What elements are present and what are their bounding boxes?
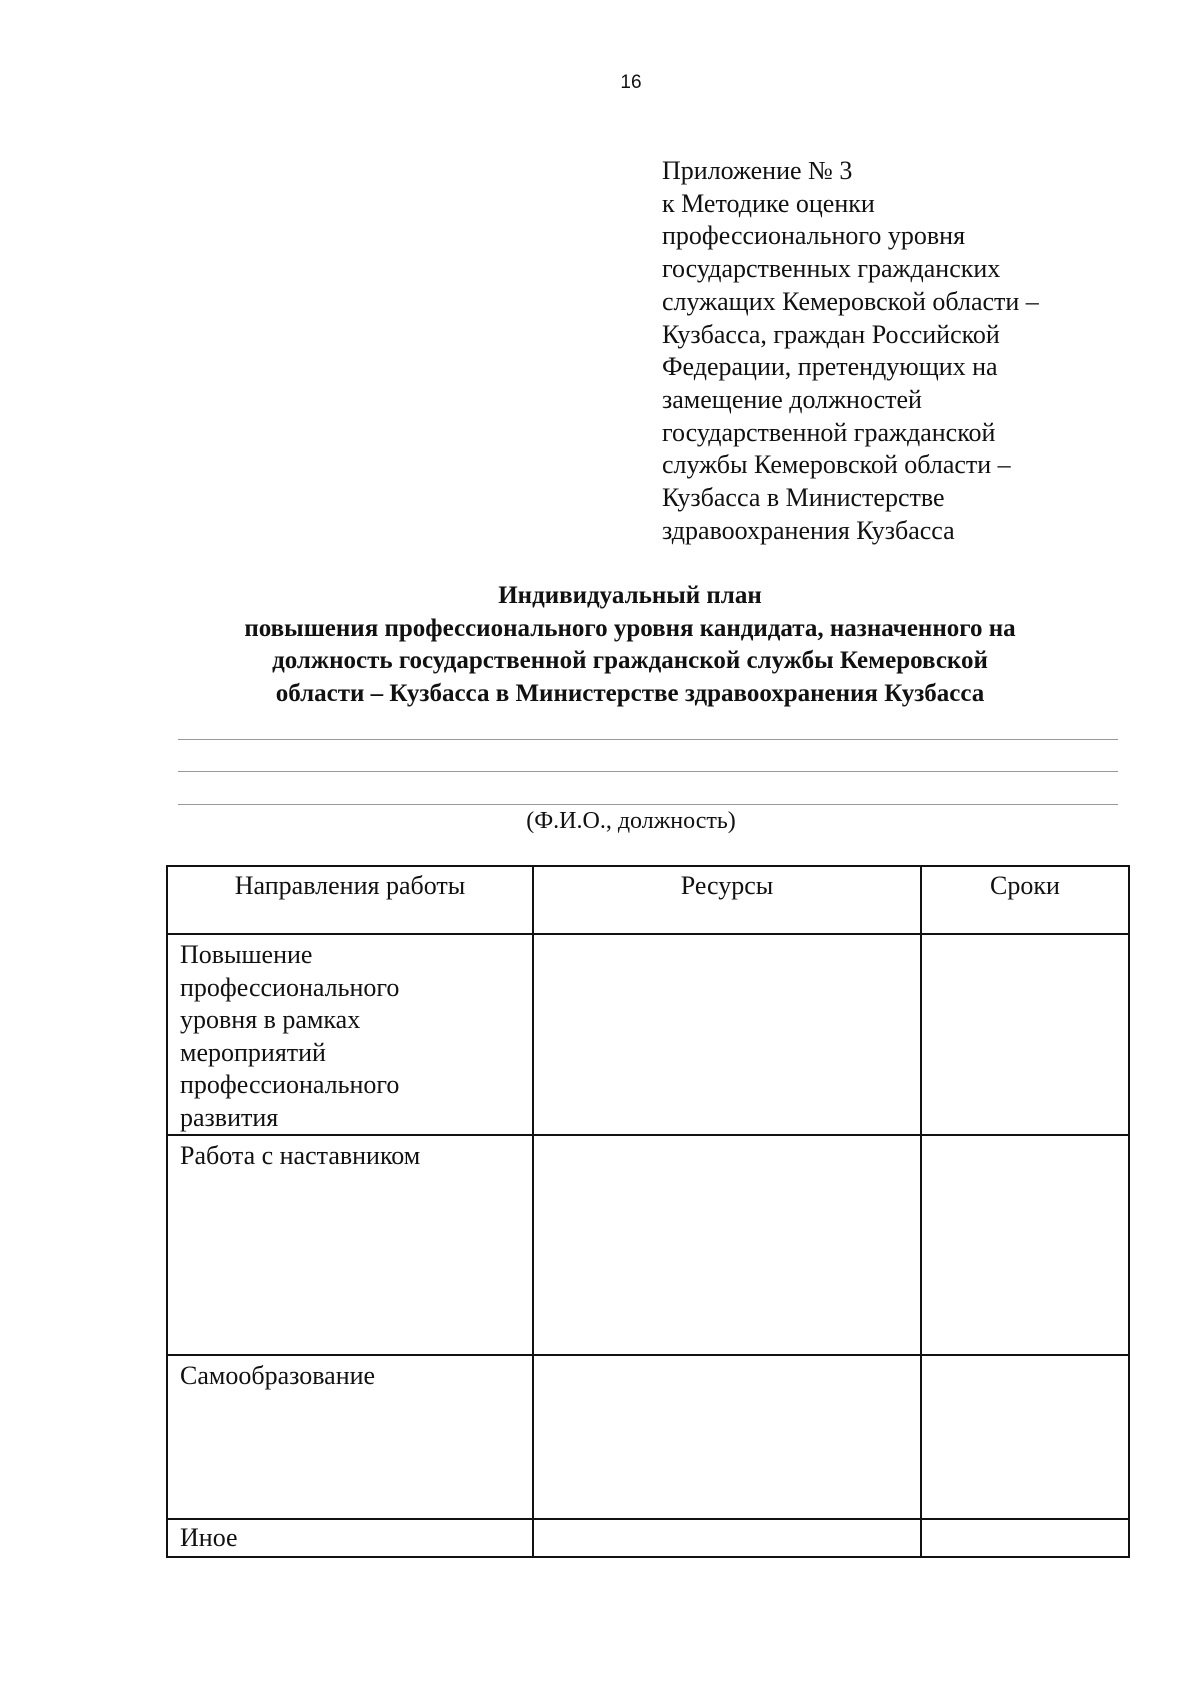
fill-in-line <box>178 739 1118 740</box>
resources-cell[interactable] <box>533 1519 921 1557</box>
page-number: 16 <box>620 72 642 93</box>
resources-cell[interactable] <box>533 1355 921 1519</box>
header-resources: Ресурсы <box>533 866 921 934</box>
resources-cell[interactable] <box>533 1135 921 1355</box>
direction-line: развития <box>180 1102 279 1132</box>
header-directions: Направления работы <box>167 866 533 934</box>
appendix-line: Федерации, претендующих на <box>662 352 998 382</box>
appendix-line: Кузбасса, граждан Российской <box>662 319 1000 349</box>
resources-cell[interactable] <box>533 934 921 1135</box>
appendix-line: службы Кемеровской области – <box>662 450 1011 480</box>
appendix-line: к Методике оценки <box>662 188 875 218</box>
appendix-line: служащих Кемеровской области – <box>662 286 1039 316</box>
direction-cell <box>167 1355 533 1519</box>
appendix-line: замещение должностей <box>662 384 922 414</box>
direction-cell <box>167 1519 533 1557</box>
appendix-line: профессионального уровня <box>662 221 966 251</box>
terms-cell[interactable] <box>921 1519 1129 1557</box>
table-row <box>167 1519 1129 1557</box>
document-title <box>150 580 1110 710</box>
fill-in-line <box>178 804 1118 805</box>
direction-line: Повышение <box>180 940 313 969</box>
direction-cell <box>167 934 533 1135</box>
table-row <box>167 1355 1129 1519</box>
table-header-row <box>167 866 1129 934</box>
name-position-caption: (Ф.И.О., должность) <box>526 808 736 834</box>
title-line: повышения профессионального уровня кандидата, назначенного на <box>244 614 1016 642</box>
direction-line: мероприятий <box>180 1037 326 1067</box>
appendix-line: государственных гражданских <box>662 254 1001 284</box>
plan-table <box>166 865 1130 1558</box>
appendix-header <box>662 155 1122 547</box>
table-row <box>167 934 1129 1135</box>
appendix-line: Приложение № 3 <box>662 156 853 185</box>
direction-line: Иное <box>180 1523 238 1552</box>
appendix-line: государственной гражданской <box>662 417 996 447</box>
title-line: области – Кузбасса в Министерстве здравоохранения Кузбасса <box>275 679 985 707</box>
direction-line: Самообразование <box>180 1361 376 1390</box>
title-line: Индивидуальный план <box>498 582 762 609</box>
direction-cell <box>167 1135 533 1355</box>
direction-line: Работа с наставником <box>180 1141 421 1170</box>
direction-line: профессионального <box>180 1070 400 1099</box>
appendix-line: Кузбасса в Министерстве <box>662 483 945 513</box>
appendix-line: здравоохранения Кузбасса <box>662 515 955 545</box>
direction-line: уровня в рамках <box>180 1005 361 1034</box>
terms-cell[interactable] <box>921 1135 1129 1355</box>
terms-cell[interactable] <box>921 934 1129 1135</box>
table-row <box>167 1135 1129 1355</box>
terms-cell[interactable] <box>921 1355 1129 1519</box>
fill-in-line <box>178 771 1118 772</box>
title-line: должность государственной гражданской службы Кемеровской <box>272 647 988 674</box>
direction-line: профессионального <box>180 972 400 1002</box>
header-terms: Сроки <box>921 866 1129 934</box>
